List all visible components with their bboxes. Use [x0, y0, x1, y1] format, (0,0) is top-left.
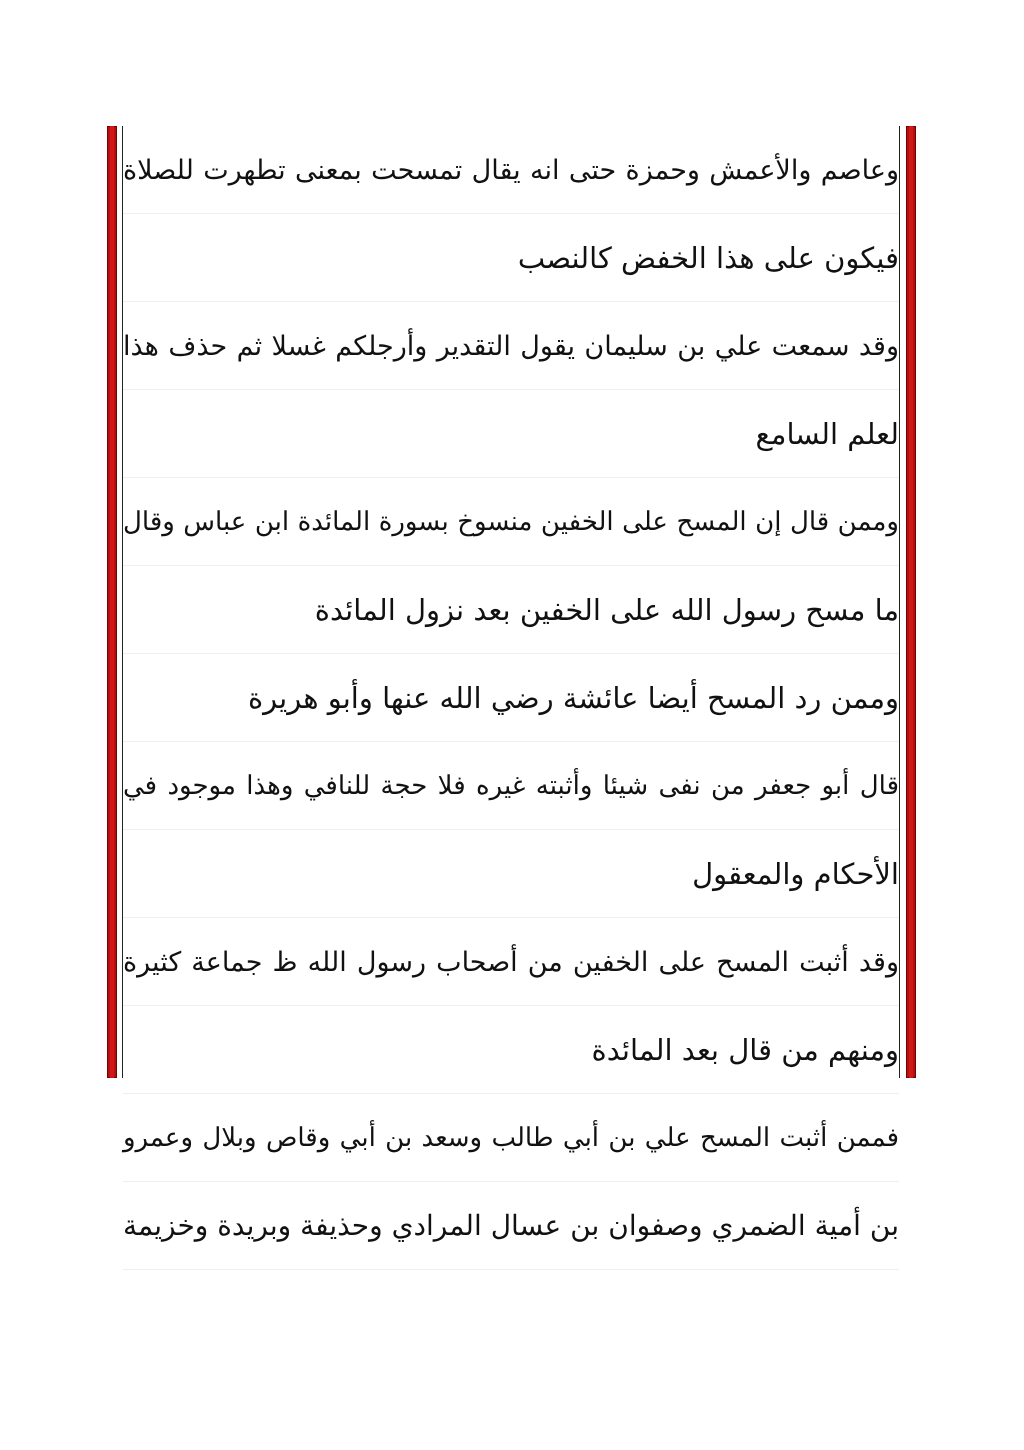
- text-line: [123, 126, 899, 214]
- text-line: [123, 214, 899, 302]
- line-text: وقد سمعت علي بن سليمان يقول التقدير وأرجلكم غسلا ثم حذف هذا: [123, 330, 899, 362]
- line-text: ما مسح رسول الله على الخفين بعد نزول المائدة: [314, 592, 899, 627]
- line-text: ومنهم من قال بعد المائدة: [591, 1032, 899, 1067]
- text-line: [123, 302, 899, 390]
- text-line: [123, 830, 899, 918]
- text-line: [123, 1094, 899, 1182]
- text-line: [123, 566, 899, 654]
- line-text: وممن قال إن المسح على الخفين منسوخ بسورة المائدة ابن عباس وقال: [123, 507, 899, 537]
- line-text: لعلم السامع: [755, 416, 899, 451]
- right-rule: [899, 126, 900, 1078]
- text-line: [123, 742, 899, 830]
- line-text: وعاصم والأعمش وحمزة حتى انه يقال تمسحت بمعنى تطهرت للصلاة: [123, 154, 899, 186]
- line-text: فممن أثبت المسح علي بن أبي طالب وسعد بن أبي وقاص وبلال وعمرو: [123, 1123, 899, 1153]
- line-text: قال أبو جعفر من نفى شيئا وأثبته غيره فلا حجة للنافي وهذا موجود في: [123, 771, 899, 801]
- text-block: [123, 126, 899, 1270]
- text-line: [123, 1006, 899, 1094]
- text-line: [123, 918, 899, 1006]
- text-line: [123, 390, 899, 478]
- line-text: فيكون على هذا الخفض كالنصب: [517, 240, 899, 275]
- left-border-bar: [107, 126, 117, 1078]
- line-text: الأحكام والمعقول: [692, 856, 899, 891]
- line-text: وممن رد المسح أيضا عائشة رضي الله عنها وأبو هريرة: [247, 680, 899, 715]
- text-line: [123, 654, 899, 742]
- text-line: [123, 1182, 899, 1270]
- text-line: [123, 478, 899, 566]
- line-text: بن أمية الضمري وصفوان بن عسال المرادي وحذيفة وبريدة وخزيمة: [123, 1209, 899, 1242]
- right-border-bar: [906, 126, 916, 1078]
- line-text: وقد أثبت المسح على الخفين من أصحاب رسول الله ظ جماعة كثيرة: [123, 946, 899, 978]
